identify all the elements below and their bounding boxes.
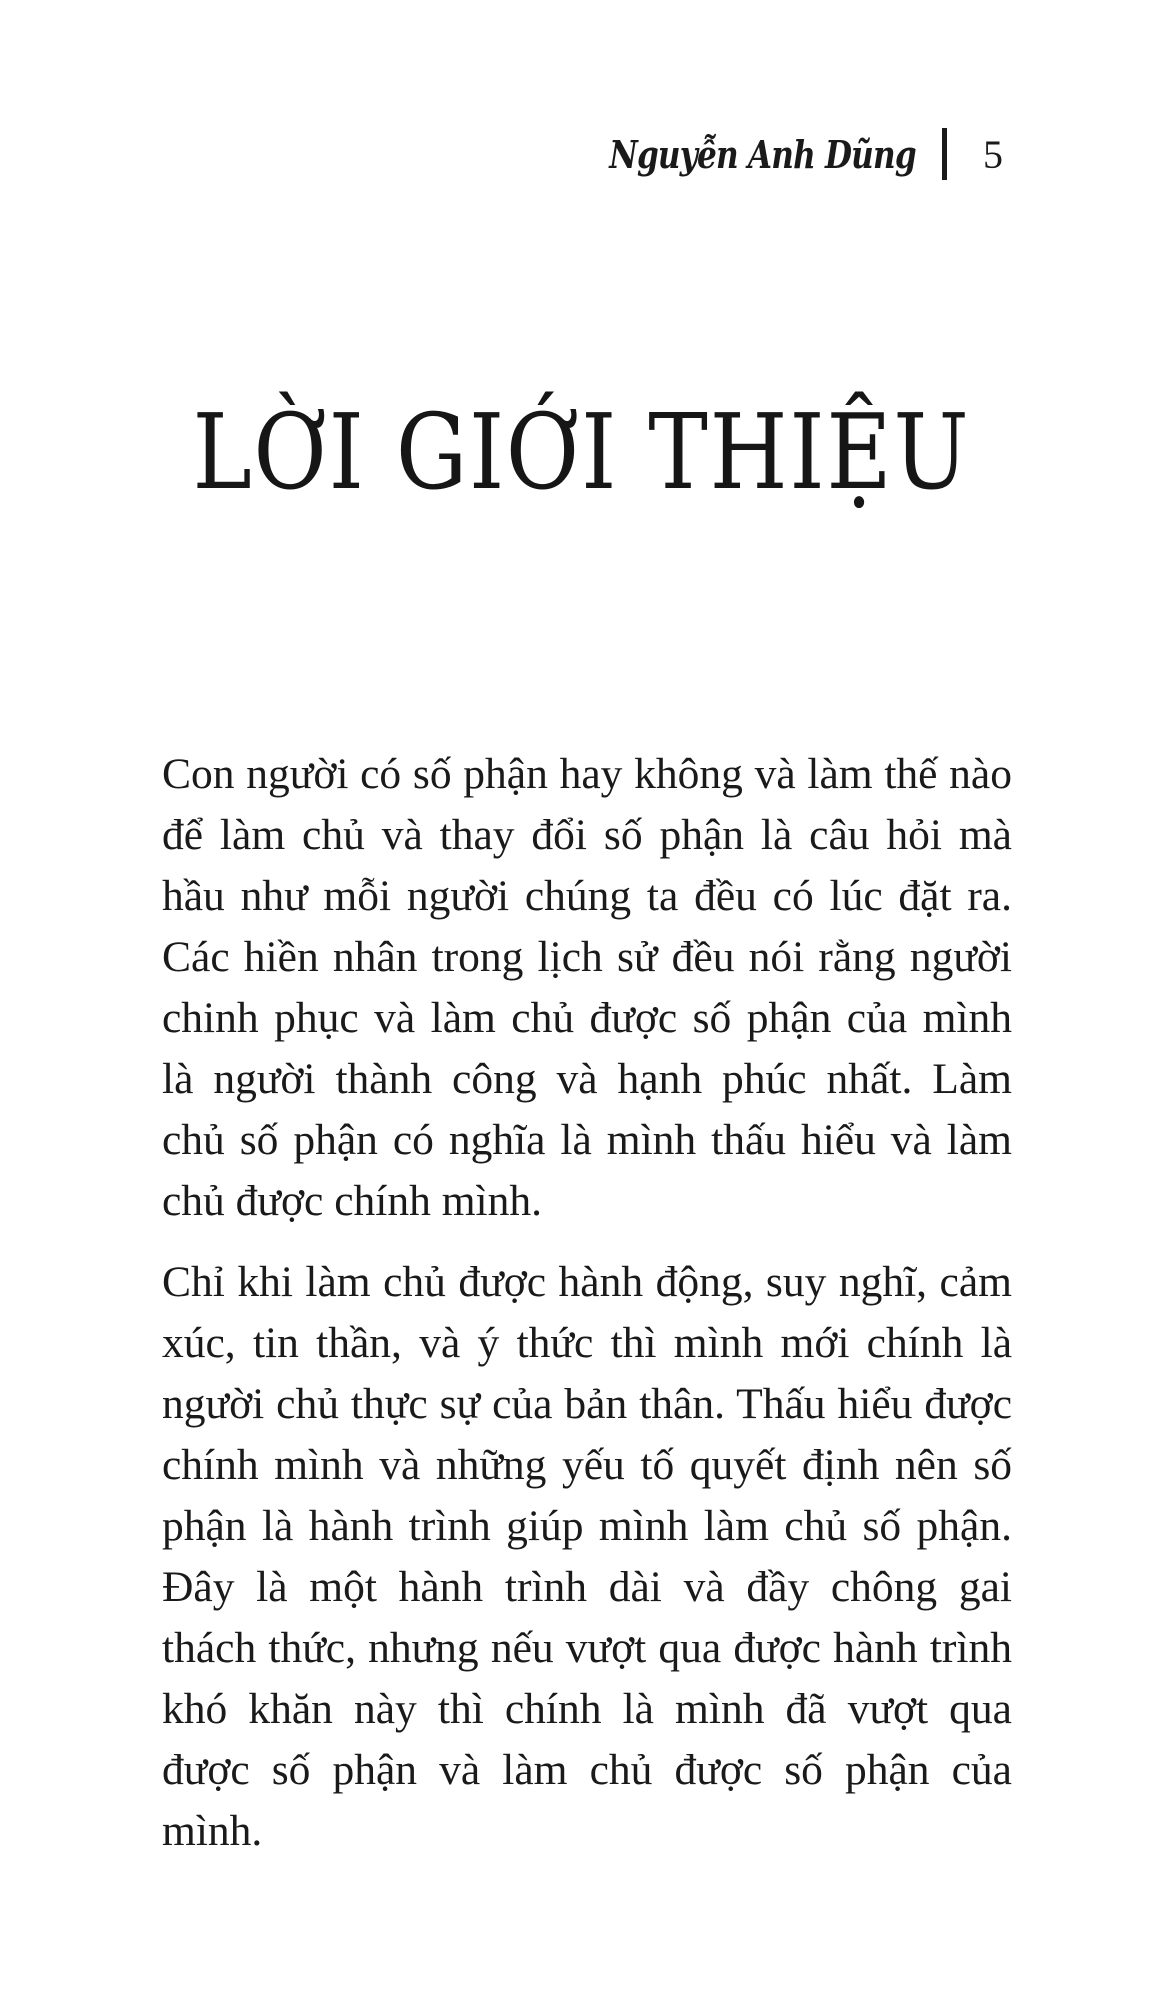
page-number: 5 (983, 131, 1003, 177)
chapter-title: LỜI GIỚI THIỆU (192, 391, 971, 513)
paragraph-2: Chỉ khi làm chủ được hành động, suy nghĩ, cảm xúc, tin thần, và ý thức thì mình mới chính là người chủ thực sự của bản thân. Thấu hiểu được chính mình và những yếu tố quyết định nên số phận là hành trình giúp mình làm chủ số phận. Đây là một hành trình dài và đầy chông gai thách thức, nhưng nếu vượt qua được hành trình khó khăn này thì chính là mình đã vượt qua được số phận và làm chủ được số phận của mình. (162, 1257, 1012, 1855)
paragraph-1: Con người có số phận hay không và làm thế nào để làm chủ và thay đổi số phận là câu hỏi mà hầu như mỗi người chúng ta đều có lúc đặt ra. Các hiền nhân trong lịch sử đều nói rằng người chinh phục và làm chủ được số phận của mình là người thành công và hạnh phúc nhất. Làm chủ số phận có nghĩa là mình thấu hiểu và làm chủ được chính mình. (162, 749, 1012, 1225)
header-separator (942, 128, 947, 180)
running-header (542, 128, 1003, 180)
author-name: Nguyễn Anh Dũng (609, 131, 916, 177)
